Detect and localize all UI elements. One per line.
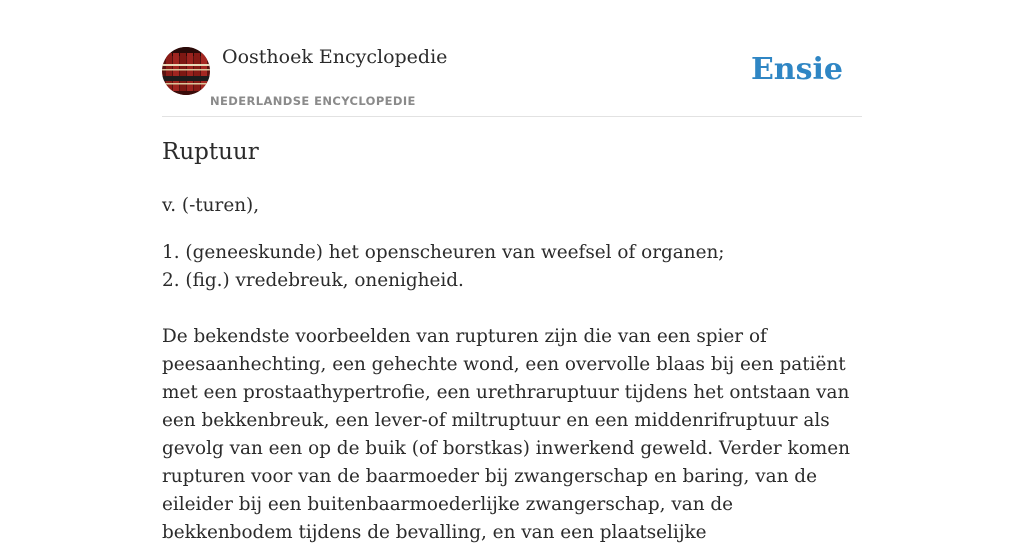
grammar-note: v. (-turen), — [162, 195, 260, 216]
definition-item: 2. (fig.) vredebreuk, onenigheid. — [162, 270, 464, 291]
site-subtitle: NEDERLANDSE ENCYCLOPEDIE — [210, 94, 416, 108]
entry-paragraph: De bekendste voorbeelden van rupturen zijn die van een spier of peesaanhechting, een gehechte wond, een overvolle blaas bij een patiënt met een prostaathypertrofie, een urethraruptuur tijdens het ontstaan van een bekkenbreuk, een lever-of miltruptuur en een middenrifruptuur als gevolg van een op de buik (of borstkas) inwerkend geweld. Verder komen rupturen voor van de baarmoeder bij zwangerschap en baring, van de eileider bij een buitenbaarmoederlijke zwangerschap, van de bekkenbodem tijdens de bevalling, en van een plaatselijke — [162, 326, 850, 543]
entry-title: Ruptuur — [162, 139, 259, 165]
definition-list — [162, 239, 862, 295]
ensie-logo-link[interactable]: Ensie — [750, 52, 843, 87]
site-title[interactable]: Oosthoek Encyclopedie — [222, 46, 448, 68]
entry-body — [162, 192, 862, 547]
page — [162, 0, 862, 543]
site-header — [162, 0, 862, 117]
definition-item: 1. (geneeskunde) het openscheuren van weefsel of organen; — [162, 242, 725, 263]
encyclopedia-books-icon[interactable] — [162, 47, 210, 95]
